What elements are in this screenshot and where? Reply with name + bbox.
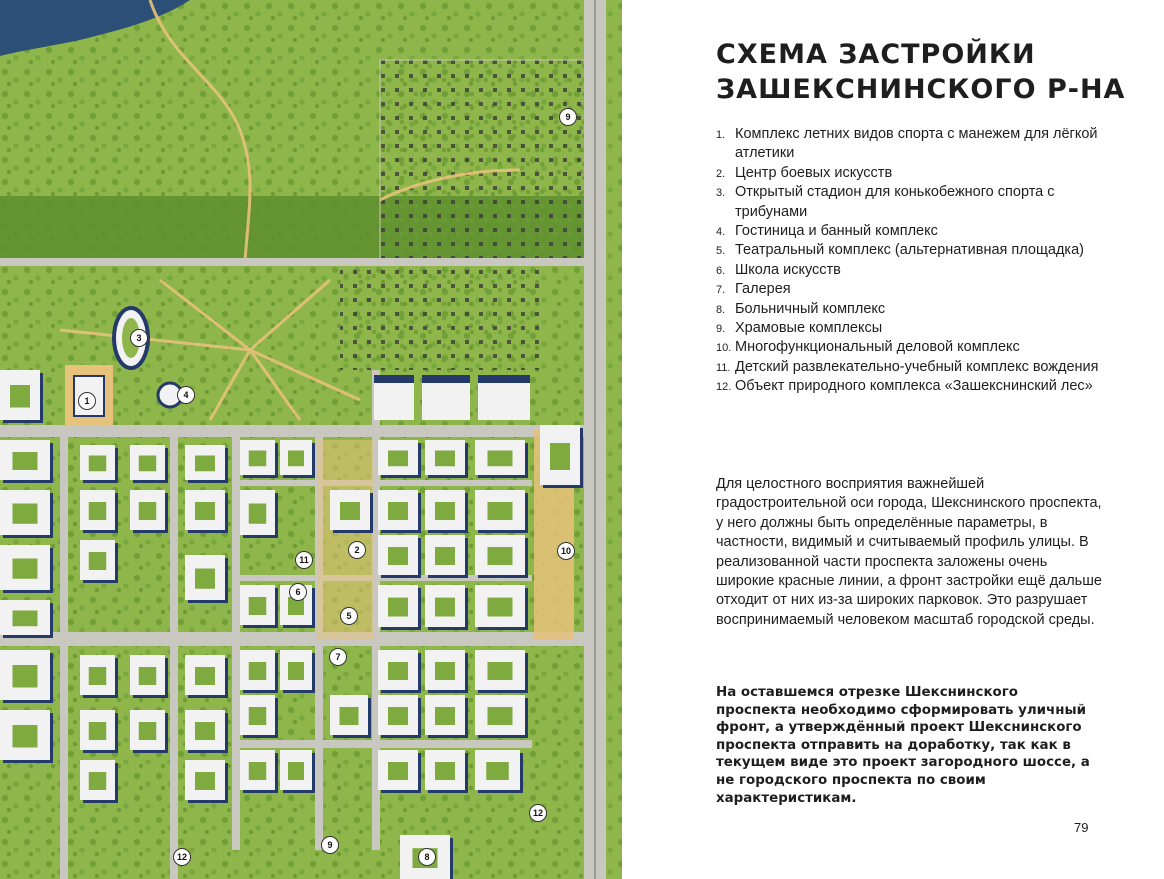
courtyard — [486, 762, 509, 780]
courtyard — [488, 662, 513, 680]
courtyard — [388, 451, 408, 467]
map-marker-6: 6 — [289, 583, 307, 601]
legend-text: Объект природного комплекса «Зашекснинский лес» — [735, 378, 1093, 395]
legend-text: Гостиница и банный комплекс — [735, 223, 938, 240]
courtyard — [89, 502, 107, 520]
legend-number: 4. — [716, 226, 726, 239]
legend-number: 6. — [716, 264, 726, 277]
legend-item — [716, 377, 1116, 396]
map-marker-9-north: 9 — [559, 108, 577, 126]
courtyard — [89, 552, 107, 570]
garden-plots-2 — [340, 265, 540, 370]
courtyard — [288, 762, 304, 780]
page-number: 79 — [1074, 820, 1089, 835]
courtyard — [488, 502, 513, 520]
legend-number: 8. — [716, 303, 726, 316]
courtyard — [89, 772, 107, 790]
courtyard — [195, 772, 215, 790]
courtyard — [10, 385, 30, 408]
courtyard — [288, 451, 304, 467]
map-marker-7: 7 — [329, 648, 347, 666]
legend-text: Центр боевых искусств — [735, 164, 893, 181]
courtyard — [388, 598, 408, 617]
courtyard — [249, 762, 267, 780]
courtyard — [249, 707, 267, 725]
courtyard — [435, 598, 455, 617]
courtyard — [139, 722, 157, 740]
legend-number: 3. — [716, 187, 726, 200]
courtyard — [435, 707, 455, 725]
map-marker-10: 10 — [557, 542, 575, 560]
courtyard — [388, 662, 408, 680]
courtyard — [288, 662, 304, 680]
courtyard — [13, 559, 38, 579]
courtyard — [340, 502, 360, 520]
legend-number: 5. — [716, 245, 726, 258]
courtyard — [388, 547, 408, 565]
legend-text: Многофункциональный деловой комплекс — [735, 339, 1020, 356]
map-marker-12-east: 12 — [529, 804, 547, 822]
courtyard — [13, 665, 38, 688]
legend-item — [716, 222, 1116, 241]
courtyard — [139, 502, 157, 520]
legend-number: 11. — [716, 361, 731, 374]
courtyard — [89, 667, 107, 685]
map-marker-2: 2 — [348, 541, 366, 559]
legend-item — [716, 300, 1116, 319]
courtyard — [488, 707, 513, 725]
legend-text: Храмовые комплексы — [735, 320, 883, 337]
body-paragraph: Для целостного восприятия важнейшей градостроительной оси города, Шекснинского проспекта, у него должны быть определённые параметры, в частности, видимый и считываемый профиль улицы. В реализованной части проспекта заложены очень широкие красные линии, а фронт застройки ещё дальше отходит от них из-за широких парковок. Это разрушает воспринимаемый человеком масштаб городской среды. — [716, 476, 1102, 628]
legend-text: Школа искусств — [735, 261, 841, 278]
legend-item — [716, 338, 1116, 357]
courtyard — [435, 502, 455, 520]
courtyard — [249, 597, 267, 615]
courtyard — [435, 762, 455, 780]
courtyard — [195, 722, 215, 740]
courtyard — [139, 456, 157, 472]
legend-item — [716, 319, 1116, 338]
map-marker-8: 8 — [418, 848, 436, 866]
courtyard — [435, 547, 455, 565]
courtyard — [488, 598, 513, 617]
legend-text: Галерея — [735, 281, 791, 298]
courtyard — [13, 725, 38, 748]
courtyard — [13, 611, 38, 627]
courtyard — [488, 451, 513, 467]
legend-number: 2. — [716, 167, 726, 180]
legend-text: Театральный комплекс (альтернативная площадка) — [735, 242, 1084, 259]
legend-item — [716, 125, 1116, 164]
legend-text: Открытый стадион для конькобежного спорта с трибунами — [735, 184, 1055, 220]
courtyard — [195, 456, 215, 472]
courtyard — [388, 762, 408, 780]
legend-item — [716, 183, 1116, 222]
courtyard — [89, 722, 107, 740]
courtyard — [195, 667, 215, 685]
courtyard — [13, 504, 38, 524]
courtyard — [89, 456, 107, 472]
courtyard — [340, 707, 359, 725]
courtyard — [195, 569, 215, 589]
map-marker-12-south: 12 — [173, 848, 191, 866]
courtyard — [550, 443, 570, 470]
map-marker-1: 1 — [78, 392, 96, 410]
legend-item — [716, 261, 1116, 280]
courtyard — [139, 667, 157, 685]
legend-text: Комплекс летних видов спорта с манежем для лёгкой атлетики — [735, 126, 1098, 162]
text-panel — [622, 0, 1164, 879]
courtyard — [195, 502, 215, 520]
legend-item — [716, 241, 1116, 260]
title-line-1: СХЕМА ЗАСТРОЙКИ — [716, 39, 1036, 70]
garden-plots — [380, 60, 585, 260]
map-marker-11: 11 — [295, 551, 313, 569]
map-marker-4: 4 — [177, 386, 195, 404]
legend-number: 1. — [716, 129, 726, 141]
city-blocks — [374, 375, 530, 420]
conclusion-paragraph: На оставшемся отрезке Шекснинского проспекта необходимо сформировать уличный фронт, а утверждённый проект Шекснинского проспекта отправить на доработку, так как в текущем виде это проект загородного шоссе, а не городского проспекта по своим характеристикам. — [716, 685, 1090, 806]
courtyard — [249, 451, 267, 467]
legend-number: 12. — [716, 381, 732, 394]
courtyard — [249, 662, 267, 680]
courtyard — [249, 504, 267, 524]
legend-number: 10. — [716, 342, 732, 355]
page-title — [716, 37, 1146, 107]
courtyard — [13, 452, 38, 470]
legend-item — [716, 280, 1116, 299]
map-marker-5: 5 — [340, 607, 358, 625]
courtyard — [488, 547, 513, 565]
courtyard — [388, 707, 408, 725]
legend-number: 7. — [716, 284, 726, 297]
map-marker-3: 3 — [130, 329, 148, 347]
map-marker-9-south: 9 — [321, 836, 339, 854]
courtyard — [388, 502, 408, 520]
legend-item — [716, 164, 1116, 183]
title-line-2: ЗАШЕКСНИНСКОГО Р-НА — [716, 74, 1126, 105]
legend-text: Больничный комплекс — [735, 300, 886, 317]
courtyard — [435, 662, 455, 680]
courtyard — [435, 451, 455, 467]
legend-number: 9. — [716, 323, 726, 336]
legend-item — [716, 358, 1116, 377]
map-legend — [716, 125, 1116, 397]
legend-text: Детский развлекательно-учебный комплекс вождения — [735, 358, 1099, 375]
